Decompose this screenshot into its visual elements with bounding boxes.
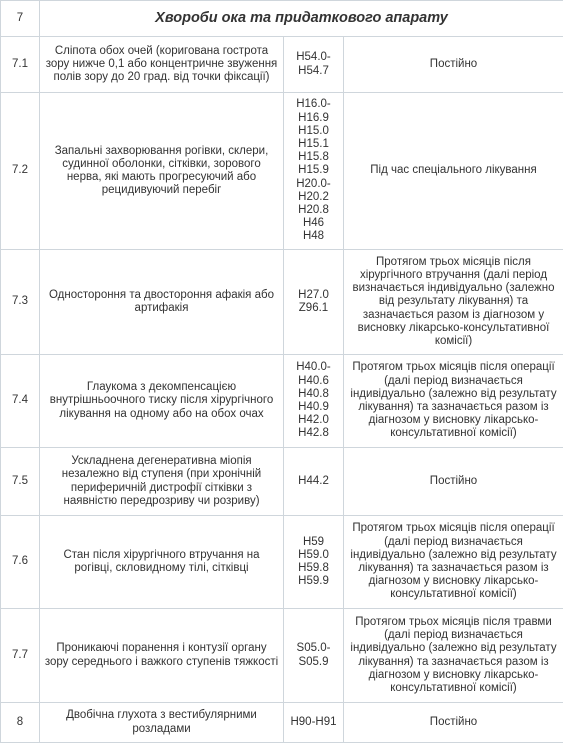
icd-code: H59.9	[298, 575, 329, 588]
table-row	[1, 250, 563, 355]
table-row	[1, 37, 563, 93]
restriction-period: Постійно	[344, 448, 563, 516]
section-number: 7	[1, 1, 40, 37]
table-row	[1, 448, 563, 516]
row-number: 7.2	[1, 93, 40, 250]
icd-code: H27.0	[298, 288, 329, 301]
row-number: 7.5	[1, 448, 40, 516]
icd-code: S05.9	[298, 655, 329, 668]
row-number: 7.4	[1, 355, 40, 448]
icd-code: H16.9	[298, 111, 329, 124]
row-number: 7.7	[1, 609, 40, 703]
disease-name: Сліпота обох очей (коригована гострота зору нижче 0,1 або концентричне звуження полів зору до 20 град. від точки фіксації)	[40, 37, 284, 93]
icd-code: H42.8	[298, 427, 329, 440]
restriction-period: Протягом трьох місяців після травми (далі період визначається індивідуально (залежно від результату лікування) та зазначається разом із діагнозом у висновку лікарсько-консультативної комісії)	[344, 609, 563, 703]
restriction-period: Протягом трьох місяців після хірургічного втручання (далі період визначається індивідуально (залежно від результату лікування) та зазначається разом із діагнозом у висновку лікарсько-консультативної комісії)	[344, 250, 563, 355]
row-number: 8	[1, 703, 40, 743]
icd-code: H54.7	[298, 64, 329, 77]
icd-code: H40.6	[298, 374, 329, 387]
disease-name: Одностороння та двостороння афакія або артифакія	[40, 250, 284, 355]
table-row	[1, 516, 563, 609]
table-row	[1, 609, 563, 703]
icd-code: H90-H91	[290, 715, 337, 728]
icd-codes	[284, 609, 344, 703]
icd-codes	[284, 250, 344, 355]
table-row	[1, 355, 563, 448]
icd-codes	[284, 93, 344, 250]
table-row	[1, 703, 563, 743]
icd-code: H59	[302, 535, 325, 548]
disease-name: Стан після хірургічного втручання на рогівці, скловидному тілі, сітківці	[40, 516, 284, 609]
icd-code: H20.2	[298, 190, 329, 203]
disease-name: Двобічна глухота з вестибулярними розладами	[40, 703, 284, 743]
restriction-period: Постійно	[344, 37, 563, 93]
disease-name: Ускладнена дегенеративна міопія незалежно від ступеня (при хронічній периферичній дистрофії сітківки з наявністю передрозриву чи розриву)	[40, 448, 284, 516]
restriction-period: Постійно	[344, 703, 563, 743]
icd-code: H42.0	[298, 414, 329, 427]
disease-name: Проникаючі поранення і контузії органу зору середнього і важкого ступенів тяжкості	[40, 609, 284, 703]
icd-code: H15.1	[298, 137, 329, 150]
icd-code: H46	[302, 217, 325, 230]
icd-code: H16.0-	[296, 98, 331, 111]
icd-codes	[284, 703, 344, 743]
restriction-period: Протягом трьох місяців після операції (далі період визначається індивідуально (залежно від результату лікування) та зазначається разом із діагнозом у висновку лікарсько-консультативної комісії)	[344, 516, 563, 609]
icd-code: H40.8	[298, 387, 329, 400]
icd-code: H54.0-	[296, 51, 331, 64]
restriction-period: Протягом трьох місяців після операції (далі період визначається індивідуально (залежно від результату лікування) та зазначається разом із діагнозом у висновку лікарсько-консультативної комісії)	[344, 355, 563, 448]
table-row	[1, 93, 563, 250]
section-title: Хвороби ока та придаткового апарату	[40, 1, 563, 37]
icd-code: S05.0-	[296, 642, 331, 655]
icd-code: H20.8	[298, 204, 329, 216]
icd-code: H48	[302, 230, 325, 243]
icd-codes	[284, 37, 344, 93]
icd-code: H40.9	[298, 401, 329, 413]
icd-code: H44.2	[298, 474, 329, 487]
icd-code: H59.8	[298, 562, 329, 574]
icd-code: H40.0-	[296, 361, 331, 374]
section-header-row	[1, 1, 563, 37]
icd-code: H15.0	[298, 124, 329, 137]
icd-codes	[284, 516, 344, 609]
icd-code: H15.8	[298, 151, 329, 164]
restriction-period: Під час спеціального лікування	[344, 93, 563, 250]
icd-code: H15.9	[298, 164, 329, 177]
disease-name: Запальні захворювання рогівки, склери, судинної оболонки, сітківки, зорового нерва, які мають прогресуючий або рецидивуючий перебіг	[40, 93, 284, 250]
icd-code: Z96.1	[298, 302, 329, 314]
row-number: 7.3	[1, 250, 40, 355]
row-number: 7.1	[1, 37, 40, 93]
icd-codes	[284, 355, 344, 448]
row-number: 7.6	[1, 516, 40, 609]
icd-code: H59.0	[298, 548, 329, 561]
disease-name: Глаукома з декомпенсацією внутрішньоочного тиску після хірургічного лікування на одному або на обох очах	[40, 355, 284, 448]
icd-code: H20.0-	[296, 177, 331, 190]
icd-codes	[284, 448, 344, 516]
